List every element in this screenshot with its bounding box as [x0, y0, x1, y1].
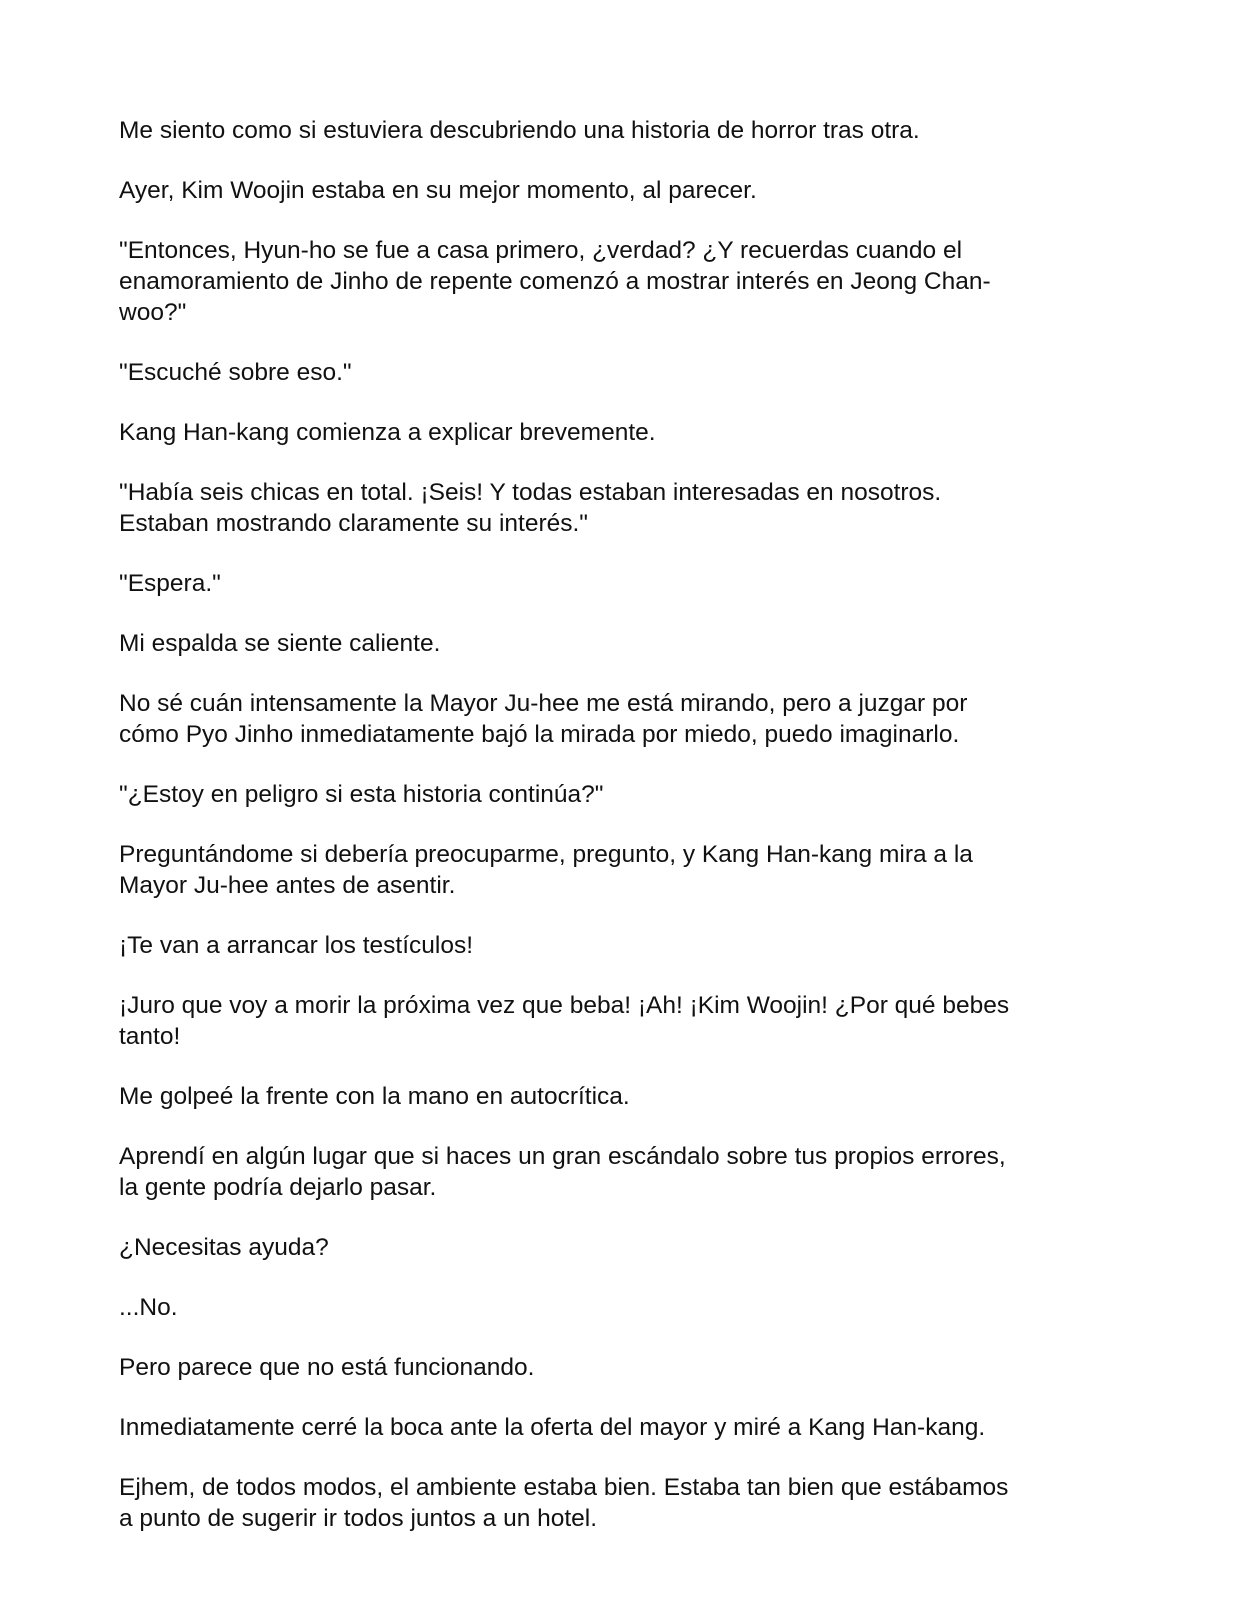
paragraph-4: "Escuché sobre eso.": [119, 359, 352, 386]
paragraph-2: Ayer, Kim Woojin estaba en su mejor momento, al parecer.: [119, 177, 757, 204]
paragraph-18: Pero parece que no está funcionando.: [119, 1354, 535, 1381]
paragraph-9: No sé cuán intensamente la Mayor Ju-hee me está mirando, pero a juzgar por cómo Pyo Jinho inmediatamente bajó la mirada por miedo, puedo imaginarlo.: [119, 690, 968, 748]
paragraph-20: Ejhem, de todos modos, el ambiente estaba bien. Estaba tan bien que estábamos a punto de sugerir ir todos juntos a un hotel.: [119, 1474, 1009, 1532]
paragraph-5: Kang Han-kang comienza a explicar brevemente.: [119, 419, 656, 446]
paragraph-19: Inmediatamente cerré la boca ante la oferta del mayor y miré a Kang Han-kang.: [119, 1414, 986, 1441]
paragraph-3: "Entonces, Hyun-ho se fue a casa primero, ¿verdad? ¿Y recuerdas cuando el enamoramiento de Jinho de repente comenzó a mostrar interés en Jeong Chan- woo?": [119, 237, 991, 326]
paragraph-15: Aprendí en algún lugar que si haces un gran escándalo sobre tus propios errores, la gente podría dejarlo pasar.: [119, 1143, 1006, 1201]
paragraph-16: ¿Necesitas ayuda?: [119, 1234, 329, 1261]
document-body: [119, 115, 1119, 1563]
paragraph-11: Preguntándome si debería preocuparme, pregunto, y Kang Han-kang mira a la Mayor Ju-hee antes de asentir.: [119, 841, 973, 899]
paragraph-17: ...No.: [119, 1294, 178, 1321]
paragraph-1: Me siento como si estuviera descubriendo una historia de horror tras otra.: [119, 117, 920, 144]
paragraph-6: "Había seis chicas en total. ¡Seis! Y todas estaban interesadas en nosotros. Estaban mostrando claramente su interés.": [119, 479, 942, 537]
paragraph-8: Mi espalda se siente caliente.: [119, 630, 441, 657]
paragraph-7: "Espera.": [119, 570, 221, 597]
paragraph-12: ¡Te van a arrancar los testículos!: [119, 932, 474, 959]
paragraph-14: Me golpeé la frente con la mano en autocrítica.: [119, 1083, 630, 1110]
paragraph-10: "¿Estoy en peligro si esta historia continúa?": [119, 781, 604, 808]
paragraph-13: ¡Juro que voy a morir la próxima vez que beba! ¡Ah! ¡Kim Woojin! ¿Por qué bebes tanto!: [119, 992, 1010, 1050]
